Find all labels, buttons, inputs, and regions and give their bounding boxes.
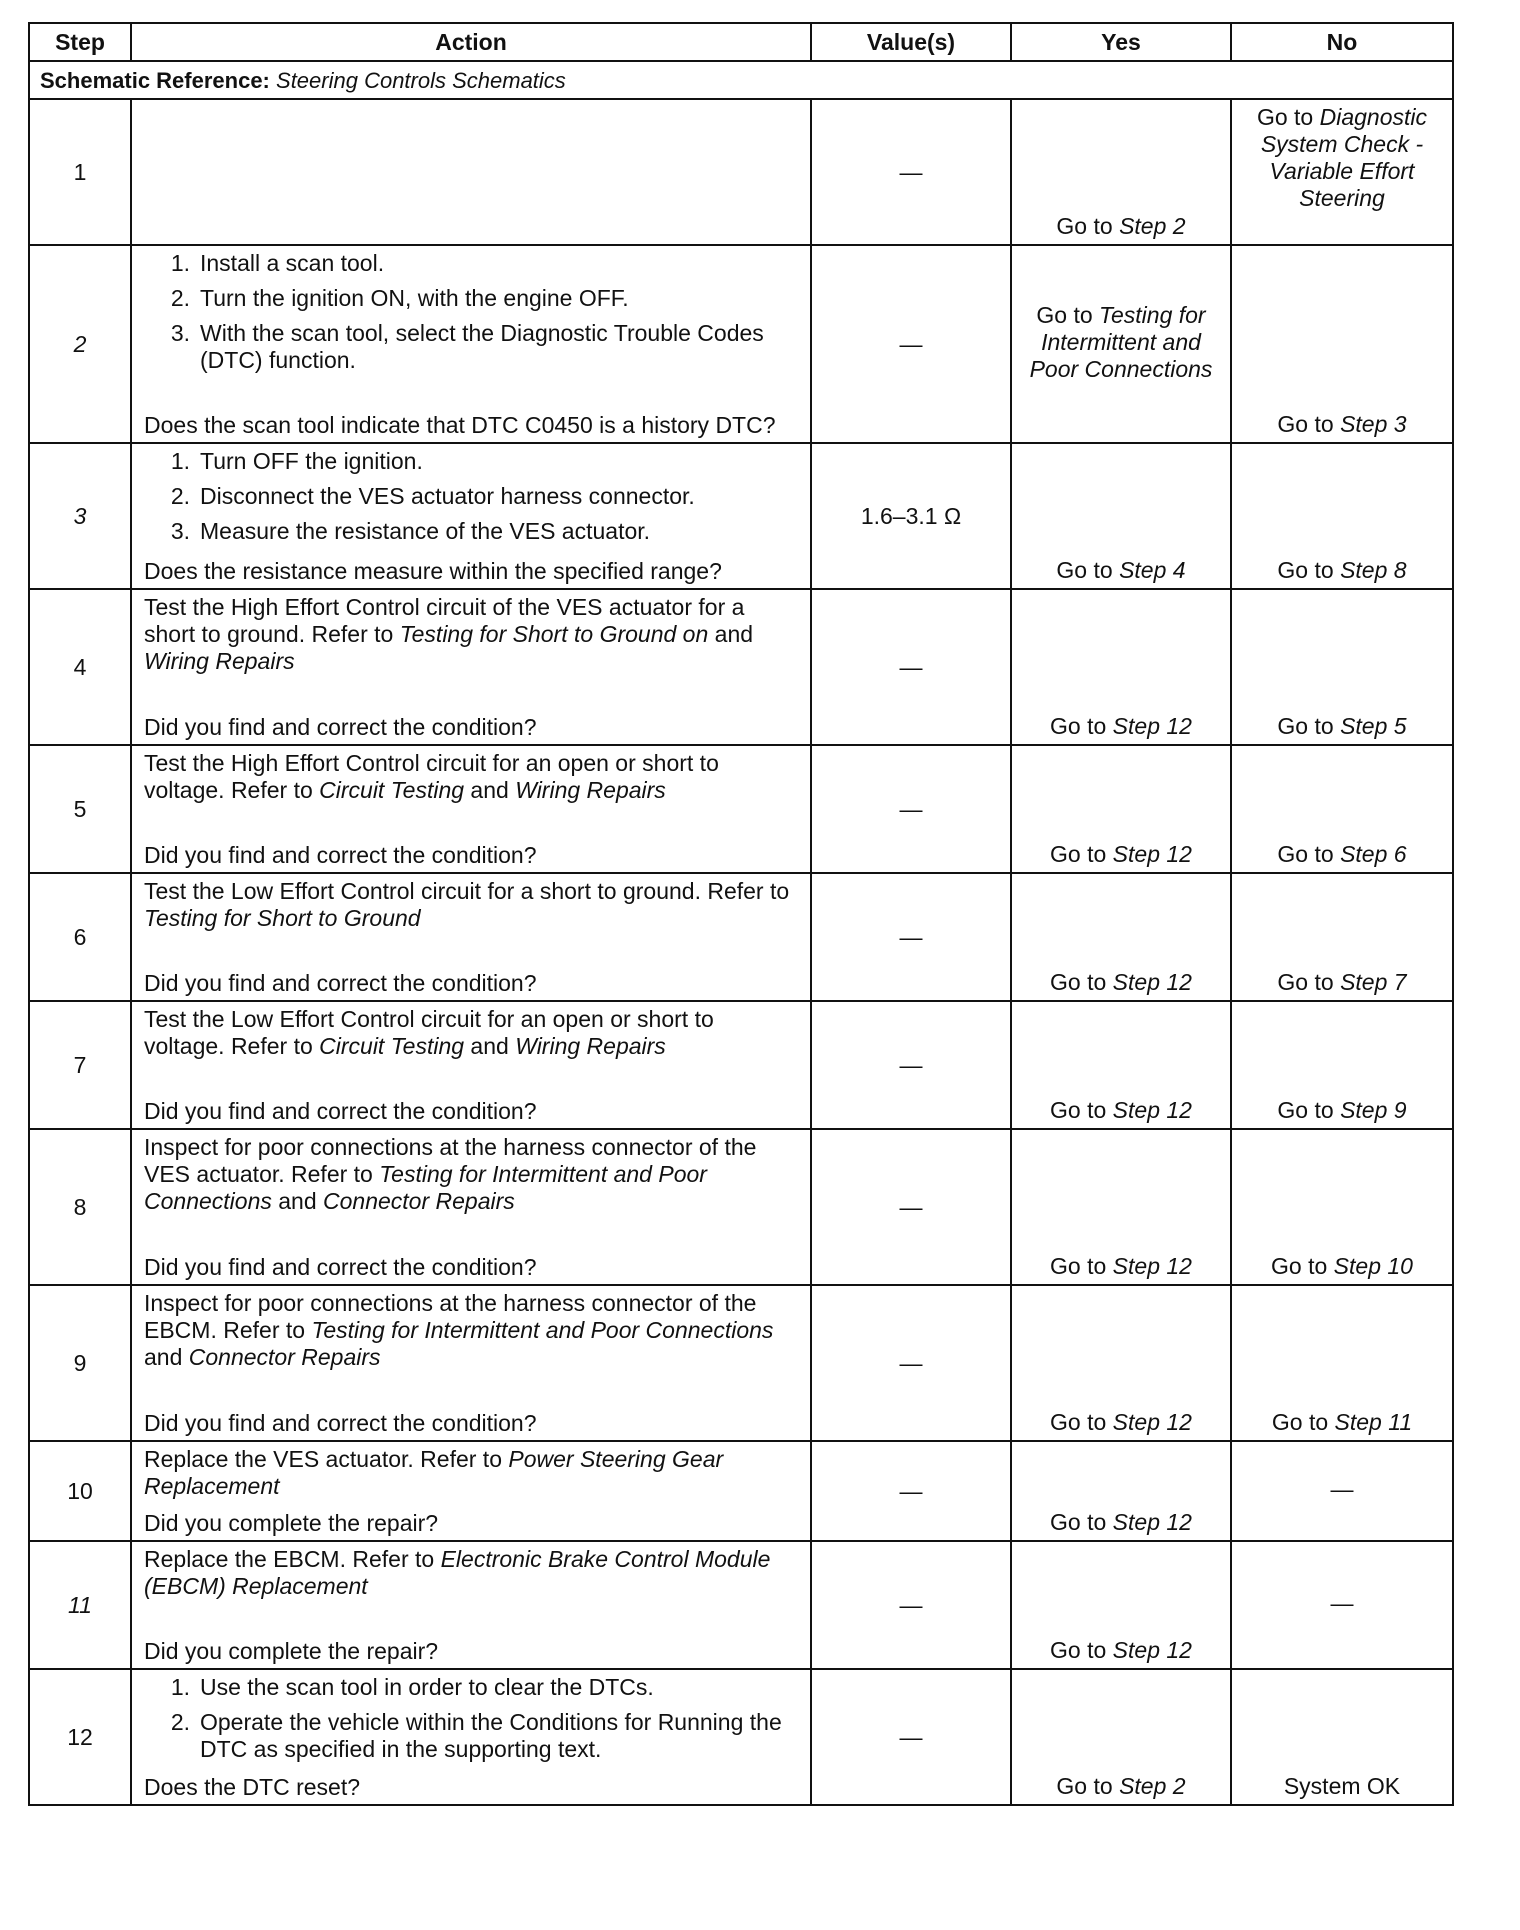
action-step-number: 2.	[170, 285, 190, 311]
schematic-reference	[29, 61, 1453, 99]
action-text-lead: Inspect for poor connections at the harness connector of the EBCM. Refer to	[144, 1290, 757, 1343]
no-prefix: Go to	[1277, 969, 1341, 995]
table-row	[29, 1129, 1453, 1285]
yes-link[interactable]: Step 4	[1119, 557, 1186, 583]
yes-cell	[1011, 1669, 1231, 1805]
action-step	[144, 1674, 800, 1701]
action-question: Does the resistance measure within the specified range?	[144, 558, 722, 584]
value-cell: —	[811, 1001, 1011, 1129]
no-cell	[1231, 1285, 1453, 1441]
yes-cell	[1011, 1129, 1231, 1285]
action-step-text: Measure the resistance of the VES actuator.	[200, 518, 651, 544]
no-prefix: Go to	[1277, 411, 1341, 437]
yes-cell	[1011, 873, 1231, 1001]
action-cell	[131, 589, 811, 745]
action-cell	[131, 1129, 811, 1285]
step-number: 4	[29, 589, 131, 745]
schematic-reference-row	[29, 61, 1453, 99]
reference-link[interactable]: Testing for Intermittent and Poor Connections	[311, 1317, 774, 1343]
action-question: Did you find and correct the condition?	[144, 1098, 537, 1124]
action-step	[144, 518, 800, 545]
no-cell	[1231, 443, 1453, 589]
step-number: 12	[29, 1669, 131, 1805]
yes-cell	[1011, 245, 1231, 443]
action-steps	[144, 1674, 800, 1763]
action-question: Does the DTC reset?	[144, 1774, 361, 1800]
action-cell	[131, 1285, 811, 1441]
no-link[interactable]: Step 7	[1340, 969, 1407, 995]
yes-prefix: Go to	[1050, 713, 1113, 739]
action-step-number: 2.	[170, 483, 190, 509]
reference-link[interactable]: Power Steering Gear Replacement	[144, 1446, 724, 1499]
action-cell	[131, 443, 811, 589]
yes-link[interactable]: Step 12	[1112, 1409, 1192, 1435]
header-values: Value(s)	[811, 23, 1011, 61]
step-number: 8	[29, 1129, 131, 1285]
reference-link[interactable]: Wiring Repairs	[144, 648, 295, 674]
no-cell	[1231, 589, 1453, 745]
action-step-text: With the scan tool, select the Diagnostic Trouble Codes (DTC) function.	[200, 320, 764, 373]
action-question: Did you find and correct the condition?	[144, 842, 537, 868]
action-step-text: Install a scan tool.	[200, 250, 385, 276]
header-action: Action	[131, 23, 811, 61]
step-number: 5	[29, 745, 131, 873]
action-step-number: 1.	[170, 1674, 190, 1700]
action-text-join: and	[144, 1344, 189, 1370]
yes-link[interactable]: Step 12	[1112, 1253, 1192, 1279]
no-cell: —	[1231, 1441, 1453, 1541]
step-number: 6	[29, 873, 131, 1001]
action-step-text: Use the scan tool in order to clear the DTCs.	[200, 1674, 654, 1700]
action-step-number: 3.	[170, 518, 190, 544]
action-cell	[131, 1441, 811, 1541]
yes-link[interactable]: Testing for Intermittent and Poor Connections	[1029, 301, 1213, 382]
no-cell	[1231, 245, 1453, 443]
action-text	[144, 1134, 800, 1215]
action-text	[144, 878, 800, 932]
table-row	[29, 1001, 1453, 1129]
no-link[interactable]: Step 9	[1340, 1097, 1407, 1123]
action-text-lead: Test the High Effort Control circuit for an open or short to voltage. Refer to	[144, 750, 719, 803]
no-cell	[1231, 1001, 1453, 1129]
action-step-text: Turn OFF the ignition.	[200, 448, 423, 474]
action-question: Did you find and correct the condition?	[144, 1410, 537, 1436]
header-yes: Yes	[1011, 23, 1231, 61]
yes-prefix: Go to	[1050, 1097, 1113, 1123]
action-question: Did you complete the repair?	[144, 1510, 439, 1536]
no-prefix: Go to	[1277, 713, 1341, 739]
step-number: 11	[29, 1541, 131, 1669]
yes-link[interactable]: Step 2	[1119, 1773, 1186, 1799]
action-text	[144, 594, 800, 675]
yes-cell	[1011, 589, 1231, 745]
action-step-text: Disconnect the VES actuator harness connector.	[200, 483, 695, 509]
action-step-number: 1.	[170, 250, 190, 276]
no-link[interactable]: Step 11	[1334, 1409, 1413, 1435]
action-steps	[144, 250, 800, 374]
table-row	[29, 1541, 1453, 1669]
reference-link[interactable]: Wiring Repairs	[515, 777, 666, 803]
action-step-text: Operate the vehicle within the Conditions for Running the DTC as specified in the supporting text.	[200, 1709, 782, 1762]
action-cell	[131, 1541, 811, 1669]
yes-link[interactable]: Step 12	[1112, 713, 1192, 739]
table-row	[29, 745, 1453, 873]
no-cell	[1231, 873, 1453, 1001]
value-cell: —	[811, 1669, 1011, 1805]
action-cell	[131, 873, 811, 1001]
yes-prefix: Go to	[1036, 301, 1100, 328]
action-text-lead: Replace the EBCM. Refer to	[144, 1546, 441, 1572]
reference-link[interactable]: Testing for Intermittent and Poor Connections	[144, 1161, 707, 1214]
yes-prefix: Go to	[1050, 1409, 1113, 1435]
yes-cell	[1011, 1441, 1231, 1541]
value-cell: —	[811, 745, 1011, 873]
action-text-join: and	[708, 621, 754, 647]
action-text	[144, 1446, 800, 1500]
reference-link[interactable]: Testing for Short to Ground	[144, 905, 421, 931]
header-no: No	[1231, 23, 1453, 61]
action-text	[144, 1006, 800, 1060]
yes-cell	[1011, 1541, 1231, 1669]
reference-link[interactable]: Testing for Short to Ground on	[399, 621, 709, 647]
step-number: 10	[29, 1441, 131, 1541]
yes-prefix: Go to	[1050, 969, 1113, 995]
action-text-join: and	[464, 1033, 516, 1059]
no-prefix: Go to	[1256, 104, 1320, 130]
reference-link[interactable]: Circuit Testing	[319, 1033, 465, 1059]
action-step-number: 3.	[170, 320, 190, 346]
action-text-lead: Test the High Effort Control circuit of the VES actuator for a short to ground. Refer to	[144, 594, 745, 647]
yes-prefix: Go to	[1056, 213, 1120, 239]
action-cell	[131, 245, 811, 443]
action-text-lead: Test the Low Effort Control circuit for a short to ground. Refer to	[144, 878, 790, 904]
no-link[interactable]: Step 10	[1333, 1253, 1413, 1279]
yes-cell	[1011, 1001, 1231, 1129]
no-link[interactable]: Diagnostic System Check - Variable Effort Steering	[1260, 104, 1428, 211]
table-row	[29, 245, 1453, 443]
action-question: Did you find and correct the condition?	[144, 714, 537, 740]
action-step	[144, 285, 800, 312]
value-cell: —	[811, 873, 1011, 1001]
no-cell: System OK	[1231, 1669, 1453, 1805]
yes-prefix: Go to	[1050, 1637, 1113, 1663]
no-link[interactable]: Step 5	[1340, 713, 1407, 739]
value-cell: —	[811, 1541, 1011, 1669]
no-cell	[1231, 1129, 1453, 1285]
action-text-lead: Replace the VES actuator. Refer to	[144, 1446, 509, 1472]
header-step: Step	[29, 23, 131, 61]
step-number: 2	[29, 245, 131, 443]
step-number: 3	[29, 443, 131, 589]
no-link[interactable]: Step 3	[1340, 411, 1407, 437]
table-row	[29, 99, 1453, 245]
action-step	[144, 448, 800, 475]
yes-link[interactable]: Step 12	[1112, 1637, 1192, 1663]
value-cell: —	[811, 1441, 1011, 1541]
step-number: 1	[29, 99, 131, 245]
action-text	[144, 750, 800, 804]
diagnostic-table	[28, 22, 1454, 1806]
yes-link[interactable]: Step 12	[1112, 1097, 1192, 1123]
no-prefix: Go to	[1277, 1097, 1341, 1123]
action-step-number: 2.	[170, 1709, 190, 1735]
no-link[interactable]: Step 6	[1340, 841, 1407, 867]
no-cell	[1231, 745, 1453, 873]
yes-link[interactable]: Step 12	[1112, 1509, 1192, 1535]
action-question: Did you find and correct the condition?	[144, 970, 537, 996]
table-row	[29, 1669, 1453, 1805]
action-text-join: and	[271, 1188, 324, 1214]
yes-prefix: Go to	[1056, 1773, 1120, 1799]
table-row	[29, 443, 1453, 589]
yes-prefix: Go to	[1050, 1253, 1113, 1279]
yes-cell	[1011, 443, 1231, 589]
yes-prefix: Go to	[1050, 1509, 1113, 1535]
action-question: Did you find and correct the condition?	[144, 1254, 537, 1280]
no-cell: —	[1231, 1541, 1453, 1669]
yes-prefix: Go to	[1056, 557, 1120, 583]
reference-link[interactable]: Connector Repairs	[188, 1344, 381, 1370]
reference-link[interactable]: Circuit Testing	[319, 777, 465, 803]
reference-link[interactable]: Connector Repairs	[323, 1188, 515, 1214]
action-text-lead: Test the Low Effort Control circuit for an open or short to voltage. Refer to	[144, 1006, 714, 1059]
action-text-lead: Inspect for poor connections at the harness connector of the VES actuator. Refer to	[144, 1134, 757, 1187]
no-cell	[1231, 99, 1453, 245]
action-cell	[131, 1669, 811, 1805]
action-step-number: 1.	[170, 448, 190, 474]
table-row	[29, 589, 1453, 745]
no-prefix: Go to	[1277, 557, 1341, 583]
table-row	[29, 873, 1453, 1001]
step-number: 9	[29, 1285, 131, 1441]
yes-cell	[1011, 99, 1231, 245]
action-question: Did you complete the repair?	[144, 1638, 439, 1664]
value-cell: —	[811, 589, 1011, 745]
value-cell: —	[811, 99, 1011, 245]
value-cell: 1.6–3.1 Ω	[811, 443, 1011, 589]
reference-link[interactable]: Wiring Repairs	[515, 1033, 666, 1059]
table-row	[29, 1441, 1453, 1541]
action-cell	[131, 745, 811, 873]
action-cell	[131, 1001, 811, 1129]
no-link[interactable]: Step 8	[1340, 557, 1407, 583]
schematic-label: Schematic Reference:	[40, 67, 270, 93]
schematic-link: Steering Controls Schematics	[276, 67, 566, 93]
reference-link[interactable]: Electronic Brake Control Module (EBCM) Replacement	[144, 1546, 771, 1599]
value-cell: —	[811, 1129, 1011, 1285]
action-question: Does the scan tool indicate that DTC C0450 is a history DTC?	[144, 412, 776, 438]
yes-prefix: Go to	[1050, 841, 1113, 867]
yes-link[interactable]: Step 12	[1112, 969, 1192, 995]
value-cell: —	[811, 1285, 1011, 1441]
action-step	[144, 1709, 800, 1763]
table-row	[29, 1285, 1453, 1441]
action-text-join: and	[464, 777, 516, 803]
step-number: 7	[29, 1001, 131, 1129]
action-steps	[144, 448, 800, 545]
action-cell	[131, 99, 811, 245]
action-step	[144, 483, 800, 510]
action-step	[144, 320, 800, 374]
table-body	[29, 99, 1453, 1805]
no-prefix: Go to	[1271, 1409, 1335, 1435]
value-cell: —	[811, 245, 1011, 443]
yes-link[interactable]: Step 2	[1119, 213, 1186, 239]
yes-cell	[1011, 745, 1231, 873]
yes-link[interactable]: Step 12	[1112, 841, 1192, 867]
action-step-text: Turn the ignition ON, with the engine OFF.	[200, 285, 629, 311]
header-row	[29, 23, 1453, 61]
action-text	[144, 1290, 800, 1371]
no-prefix: Go to	[1277, 841, 1341, 867]
action-text	[144, 1546, 800, 1600]
no-prefix: Go to	[1271, 1253, 1334, 1279]
yes-cell	[1011, 1285, 1231, 1441]
action-step	[144, 250, 800, 277]
